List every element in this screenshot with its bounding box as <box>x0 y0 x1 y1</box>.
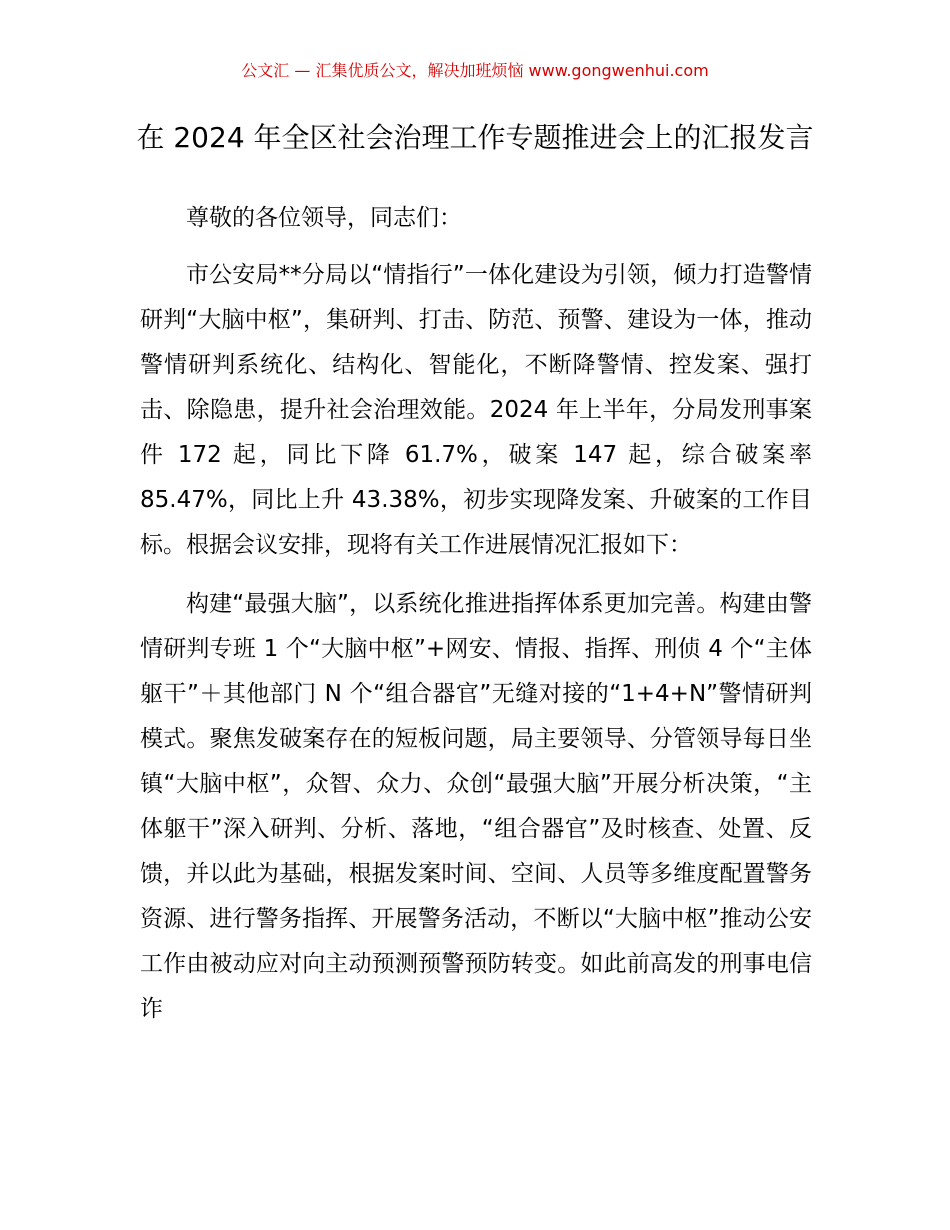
paragraph-section-1: 构建“最强大脑”，以系统化推进指挥体系更加完善。构建由警情研判专班 1 个“大脑中枢”+网安、情报、指挥、刑侦 4 个“主体躯干”＋其他部门 N 个“组合器官”无缝对接的“1+4+N”警情研判模式。聚焦发破案存在的短板问题，局主要领导、分管领导每日坐镇“大脑中枢”，众智、众力、众创“最强大脑”开展分析决策，“主体躯干”深入研判、分析、落地，“组合器官”及时核查、处置、反馈，并以此为基础，根据发案时间、空间、人员等多维度配置警务资源、进行警务指挥、开展警务活动，不断以“大脑中枢”推动公安工作由被动应对向主动预测预警预防转变。如此前高发的刑事电信诈 <box>140 591 812 1022</box>
document-title: 在 2024 年全区社会治理工作专题推进会上的汇报发言 <box>136 121 814 154</box>
salutation: 尊敬的各位领导，同志们： <box>186 205 462 231</box>
paragraph-intro: 市公安局**分局以“情指行”一体化建设为引领，倾力打造警情研判“大脑中枢”，集研判、打击、防范、预警、建设为一体，推动警情研判系统化、结构化、智能化，不断降警情、控发案、强打击、除隐患，提升社会治理效能。2024 年上半年，分局发刑事案件 172 起，同比下降 61.7%，破案 147 起，综合破案率 85.47%，同比上升 43.38%，初步实现降发案、升破案的工作目标。根据会议安排，现将有关工作进展情况汇报如下： <box>140 262 812 558</box>
document-body <box>140 196 812 1046</box>
watermark-banner: 公文汇 — 汇集优质公文，解决加班烦恼 www.gongwenhui.com <box>241 61 709 80</box>
